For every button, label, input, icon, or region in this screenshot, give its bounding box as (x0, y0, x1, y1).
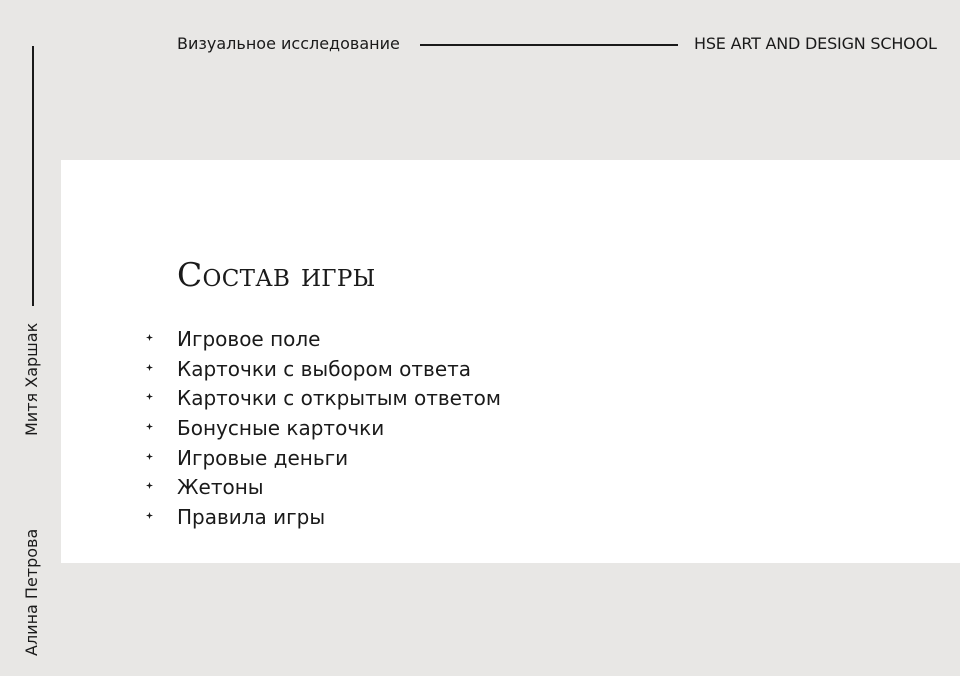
four-point-star-icon (146, 364, 153, 371)
list-item-label: Жетоны (177, 475, 264, 500)
list-item-label: Карточки с выбором ответа (177, 356, 472, 381)
author-name-1: Митя Харшак (22, 322, 41, 436)
author-name-2: Алина Петрова (22, 528, 41, 656)
four-point-star-icon (146, 453, 153, 460)
list-item-label: Бонусные карточки (177, 416, 385, 441)
header-left-text: Визуальное исследование (177, 34, 400, 53)
four-point-star-icon (146, 512, 153, 519)
header-divider (420, 44, 678, 46)
side-divider (32, 46, 34, 306)
slide-title: Состав игры (177, 255, 376, 294)
four-point-star-icon (146, 482, 153, 489)
list-item-label: Игровые деньги (177, 445, 349, 470)
list-item-label: Игровое поле (177, 327, 321, 351)
four-point-star-icon (146, 393, 153, 400)
header-right-text: HSE ART AND DESIGN SCHOOL (694, 34, 937, 53)
four-point-star-icon (146, 423, 153, 430)
list-item-label: Правила игры (177, 505, 326, 530)
four-point-star-icon (146, 334, 153, 341)
list-item-label: Карточки с открытым ответом (177, 386, 501, 411)
